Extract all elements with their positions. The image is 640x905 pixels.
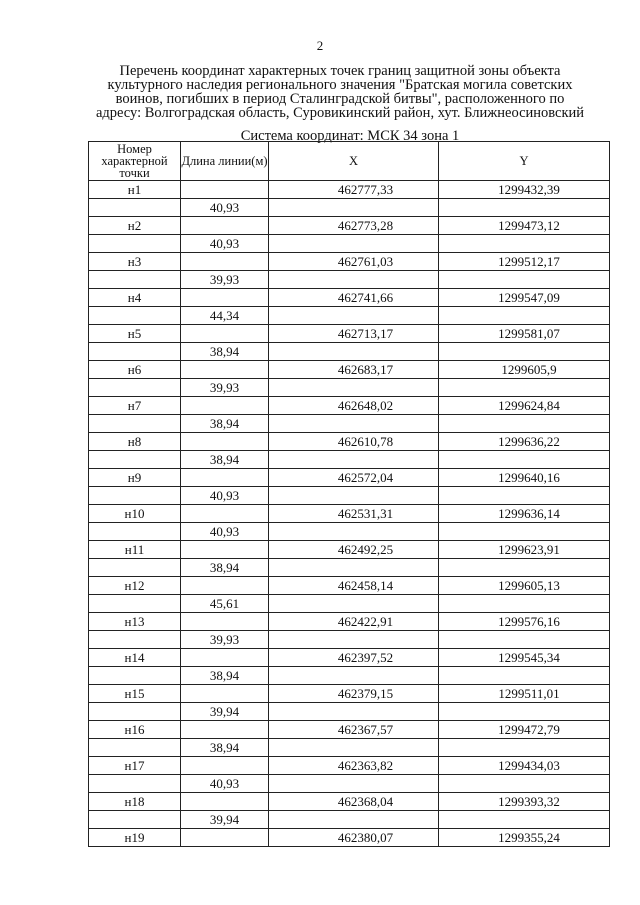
- coordinates-table: [88, 141, 610, 847]
- empty-cell: [181, 685, 269, 703]
- y-value: 1299581,07: [439, 325, 610, 343]
- empty-cell: [439, 703, 610, 721]
- point-name: н1: [89, 181, 181, 199]
- length-row: [89, 379, 610, 397]
- empty-cell: [181, 433, 269, 451]
- coordinate-system-label: Система координат: МСК 34 зона 1: [240, 128, 460, 144]
- y-value: 1299636,22: [439, 433, 610, 451]
- x-value: 462761,03: [269, 253, 439, 271]
- y-value: 1299576,16: [439, 613, 610, 631]
- line-length: 40,93: [181, 775, 269, 793]
- length-row: [89, 199, 610, 217]
- point-row: [89, 433, 610, 451]
- empty-cell: [439, 271, 610, 289]
- point-name: н14: [89, 649, 181, 667]
- empty-cell: [181, 541, 269, 559]
- line-length: 38,94: [181, 739, 269, 757]
- empty-cell: [181, 289, 269, 307]
- line-length: 40,93: [181, 199, 269, 217]
- y-value: 1299545,34: [439, 649, 610, 667]
- empty-cell: [181, 721, 269, 739]
- x-value: 462380,07: [269, 829, 439, 847]
- point-row: [89, 469, 610, 487]
- empty-cell: [439, 451, 610, 469]
- point-name: н10: [89, 505, 181, 523]
- x-value: 462422,91: [269, 613, 439, 631]
- point-name: н19: [89, 829, 181, 847]
- empty-cell: [269, 559, 439, 577]
- empty-cell: [89, 811, 181, 829]
- empty-cell: [439, 631, 610, 649]
- x-value: 462713,17: [269, 325, 439, 343]
- empty-cell: [439, 775, 610, 793]
- line-length: 38,94: [181, 451, 269, 469]
- y-value: 1299636,14: [439, 505, 610, 523]
- line-length: 40,93: [181, 235, 269, 253]
- x-value: 462458,14: [269, 577, 439, 595]
- point-row: [89, 181, 610, 199]
- empty-cell: [89, 451, 181, 469]
- empty-cell: [89, 271, 181, 289]
- length-row: [89, 703, 610, 721]
- empty-cell: [269, 595, 439, 613]
- empty-cell: [89, 559, 181, 577]
- y-value: 1299605,13: [439, 577, 610, 595]
- point-row: [89, 721, 610, 739]
- empty-cell: [181, 649, 269, 667]
- empty-cell: [269, 307, 439, 325]
- point-name: н7: [89, 397, 181, 415]
- x-value: 462572,04: [269, 469, 439, 487]
- line-length: 38,94: [181, 667, 269, 685]
- point-name: н5: [89, 325, 181, 343]
- y-value: 1299511,01: [439, 685, 610, 703]
- empty-cell: [269, 379, 439, 397]
- empty-cell: [89, 703, 181, 721]
- empty-cell: [269, 235, 439, 253]
- point-name: н2: [89, 217, 181, 235]
- empty-cell: [181, 469, 269, 487]
- x-value: 462492,25: [269, 541, 439, 559]
- empty-cell: [89, 667, 181, 685]
- x-value: 462648,02: [269, 397, 439, 415]
- line-length: 39,94: [181, 811, 269, 829]
- empty-cell: [181, 577, 269, 595]
- empty-cell: [269, 631, 439, 649]
- empty-cell: [439, 739, 610, 757]
- length-row: [89, 739, 610, 757]
- empty-cell: [181, 757, 269, 775]
- y-value: 1299432,39: [439, 181, 610, 199]
- y-value: 1299393,32: [439, 793, 610, 811]
- empty-cell: [439, 487, 610, 505]
- point-row: [89, 649, 610, 667]
- point-row: [89, 361, 610, 379]
- line-length: 39,93: [181, 271, 269, 289]
- empty-cell: [89, 595, 181, 613]
- header-y: Y: [439, 142, 610, 181]
- empty-cell: [439, 379, 610, 397]
- empty-cell: [269, 487, 439, 505]
- length-row: [89, 595, 610, 613]
- empty-cell: [269, 811, 439, 829]
- line-length: 38,94: [181, 343, 269, 361]
- line-length: 38,94: [181, 415, 269, 433]
- line-length: 40,93: [181, 523, 269, 541]
- x-value: 462683,17: [269, 361, 439, 379]
- empty-cell: [439, 415, 610, 433]
- empty-cell: [181, 613, 269, 631]
- document-title: [80, 64, 600, 120]
- y-value: 1299355,24: [439, 829, 610, 847]
- point-row: [89, 793, 610, 811]
- empty-cell: [439, 235, 610, 253]
- empty-cell: [89, 775, 181, 793]
- empty-cell: [269, 775, 439, 793]
- point-row: [89, 397, 610, 415]
- x-value: 462368,04: [269, 793, 439, 811]
- empty-cell: [269, 739, 439, 757]
- empty-cell: [269, 271, 439, 289]
- point-row: [89, 253, 610, 271]
- point-name: н15: [89, 685, 181, 703]
- point-row: [89, 289, 610, 307]
- point-name: н4: [89, 289, 181, 307]
- coordinates-table-body: [89, 181, 610, 847]
- point-name: н6: [89, 361, 181, 379]
- length-row: [89, 235, 610, 253]
- title-line: воинов, погибших в период Сталинградской битвы", расположенного по: [115, 91, 565, 107]
- point-name: н13: [89, 613, 181, 631]
- empty-cell: [269, 199, 439, 217]
- title-line: Перечень координат характерных точек границ защитной зоны объекта: [119, 63, 561, 79]
- empty-cell: [181, 505, 269, 523]
- empty-cell: [439, 559, 610, 577]
- empty-cell: [89, 343, 181, 361]
- y-value: 1299512,17: [439, 253, 610, 271]
- header-line-length: Длина линии(м): [181, 142, 269, 181]
- empty-cell: [181, 181, 269, 199]
- empty-cell: [439, 667, 610, 685]
- point-row: [89, 613, 610, 631]
- x-value: 462610,78: [269, 433, 439, 451]
- length-row: [89, 775, 610, 793]
- line-length: 40,93: [181, 487, 269, 505]
- empty-cell: [181, 793, 269, 811]
- y-value: 1299640,16: [439, 469, 610, 487]
- point-row: [89, 577, 610, 595]
- empty-cell: [89, 379, 181, 397]
- empty-cell: [89, 415, 181, 433]
- empty-cell: [269, 703, 439, 721]
- length-row: [89, 487, 610, 505]
- empty-cell: [439, 199, 610, 217]
- empty-cell: [269, 523, 439, 541]
- header-point-number: Номер характерной точки: [89, 142, 181, 181]
- x-value: 462773,28: [269, 217, 439, 235]
- empty-cell: [269, 667, 439, 685]
- empty-cell: [89, 487, 181, 505]
- point-row: [89, 541, 610, 559]
- empty-cell: [439, 343, 610, 361]
- y-value: 1299623,91: [439, 541, 610, 559]
- point-name: н12: [89, 577, 181, 595]
- point-row: [89, 685, 610, 703]
- empty-cell: [181, 253, 269, 271]
- length-row: [89, 559, 610, 577]
- x-value: 462363,82: [269, 757, 439, 775]
- line-length: 39,93: [181, 631, 269, 649]
- x-value: 462397,52: [269, 649, 439, 667]
- empty-cell: [89, 523, 181, 541]
- point-row: [89, 757, 610, 775]
- length-row: [89, 307, 610, 325]
- point-name: н3: [89, 253, 181, 271]
- length-row: [89, 667, 610, 685]
- y-value: 1299624,84: [439, 397, 610, 415]
- point-name: н17: [89, 757, 181, 775]
- empty-cell: [89, 199, 181, 217]
- empty-cell: [439, 307, 610, 325]
- y-value: 1299434,03: [439, 757, 610, 775]
- length-row: [89, 523, 610, 541]
- title-line: культурного наследия регионального значения "Братская могила советских: [107, 77, 573, 93]
- empty-cell: [89, 739, 181, 757]
- line-length: 45,61: [181, 595, 269, 613]
- x-value: 462777,33: [269, 181, 439, 199]
- empty-cell: [181, 361, 269, 379]
- length-row: [89, 811, 610, 829]
- empty-cell: [89, 307, 181, 325]
- point-row: [89, 505, 610, 523]
- line-length: 39,94: [181, 703, 269, 721]
- empty-cell: [439, 523, 610, 541]
- point-row: [89, 829, 610, 847]
- x-value: 462741,66: [269, 289, 439, 307]
- line-length: 38,94: [181, 559, 269, 577]
- empty-cell: [269, 451, 439, 469]
- length-row: [89, 271, 610, 289]
- x-value: 462531,31: [269, 505, 439, 523]
- empty-cell: [181, 397, 269, 415]
- x-value: 462379,15: [269, 685, 439, 703]
- empty-cell: [181, 217, 269, 235]
- empty-cell: [439, 595, 610, 613]
- y-value: 1299473,12: [439, 217, 610, 235]
- y-value: 1299605,9: [439, 361, 610, 379]
- empty-cell: [89, 235, 181, 253]
- empty-cell: [89, 631, 181, 649]
- length-row: [89, 415, 610, 433]
- point-name: н11: [89, 541, 181, 559]
- length-row: [89, 343, 610, 361]
- x-value: 462367,57: [269, 721, 439, 739]
- point-name: н8: [89, 433, 181, 451]
- empty-cell: [439, 811, 610, 829]
- line-length: 44,34: [181, 307, 269, 325]
- header-x: X: [269, 142, 439, 181]
- point-name: н18: [89, 793, 181, 811]
- empty-cell: [269, 343, 439, 361]
- empty-cell: [181, 829, 269, 847]
- title-line: адресу: Волгоградская область, Суровикинский район, хут. Ближнеосиновский: [95, 105, 585, 121]
- point-row: [89, 217, 610, 235]
- y-value: 1299472,79: [439, 721, 610, 739]
- point-row: [89, 325, 610, 343]
- empty-cell: [181, 325, 269, 343]
- line-length: 39,93: [181, 379, 269, 397]
- length-row: [89, 451, 610, 469]
- length-row: [89, 631, 610, 649]
- empty-cell: [269, 415, 439, 433]
- y-value: 1299547,09: [439, 289, 610, 307]
- point-name: н16: [89, 721, 181, 739]
- page-number: 2: [316, 38, 324, 53]
- point-name: н9: [89, 469, 181, 487]
